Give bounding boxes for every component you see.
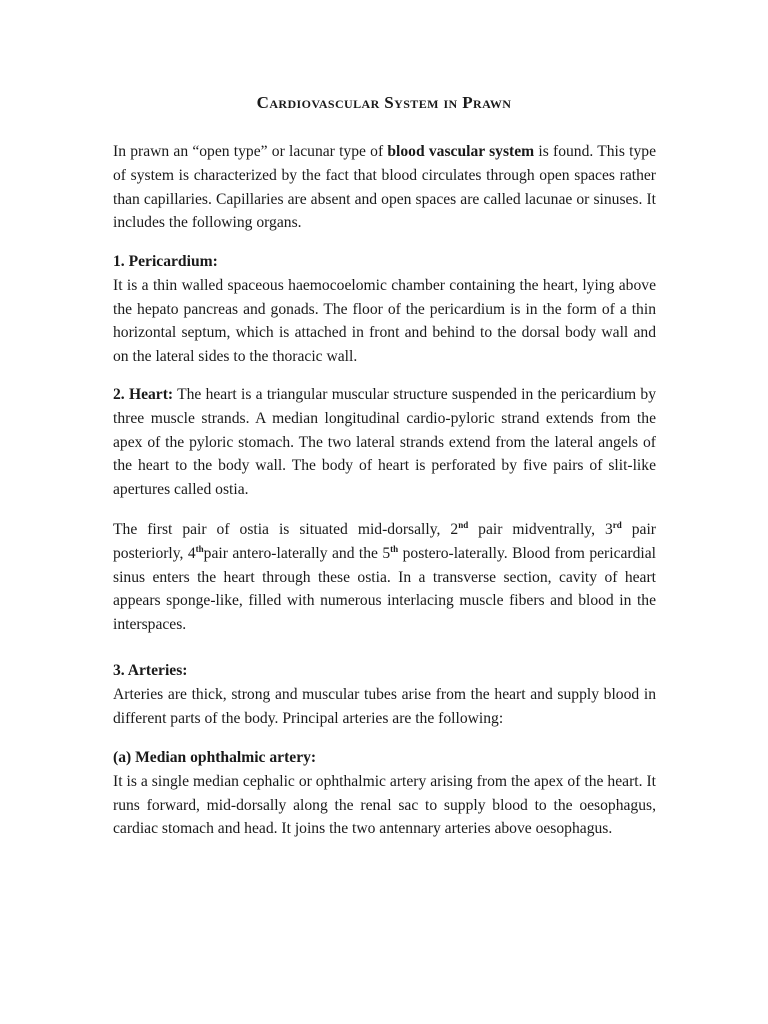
heart-section [113, 383, 656, 502]
page-title: Cardiovascular System in Prawn [256, 93, 512, 112]
arteries-text: Arteries are thick, strong and muscular tubes arise from the heart and supply blood in different parts of the body. Principal arteries are the following: [113, 685, 656, 727]
pericardium-heading: 1. Pericardium: [113, 253, 218, 270]
ophthalmic-text: It is a single median cephalic or ophthalmic artery arising from the apex of the heart. It runs forward, mid-dorsally along the renal sac to supply blood to the oesophagus, cardiac stomach and head. It joins the two antennary arteries above oesophagus. [113, 772, 656, 838]
intro-text-start: In prawn an “open type” or lacunar type of [113, 143, 388, 160]
intro-paragraph [113, 140, 656, 235]
heart-heading: 2. Heart: [113, 386, 174, 403]
pericardium-section [113, 250, 656, 369]
arteries-section [113, 659, 656, 730]
pericardium-text: It is a thin walled spaceous haemocoelomic chamber containing the heart, lying above the hepato pancreas and gonads. The floor of the pericardium is in the form of a thin horizontal septum, which is attached in front and behind to the dorsal body wall and on the lateral sides to the thoracic wall. [113, 276, 656, 366]
ostia-text-2: pair midventrally, 3 [468, 521, 613, 538]
ostia-sup-1: nd [458, 520, 469, 530]
ostia-sup-4: th [390, 543, 399, 554]
ophthalmic-section [113, 746, 656, 841]
intro-bold-term: blood vascular system [387, 143, 535, 160]
heart-text: The heart is a triangular muscular structure suspended in the pericardium by three muscle strands. A median longitudinal cardio-pyloric strand extends from the apex of the pyloric stomach. The two lateral strands extend from the lateral angels of the heart to the body wall. The body of heart is perforated by five pairs of slit-like apertures called ostia. [113, 386, 656, 499]
ostia-text-4: pair antero-laterally and the 5 [203, 544, 391, 562]
ophthalmic-heading: (a) Median ophthalmic artery: [113, 749, 317, 766]
intro-text-end: is found. This type of system is characterized by the fact that blood circulates through open spaces rather than capillaries. Capillaries are absent and open spaces are called lacunae or sinuses. It includes the following organs. [113, 143, 657, 232]
ostia-text-5: postero-laterally. Blood from pericardial sinus enters the heart through these ostia. In a transverse section, cavity of heart appears sponge-like, filled with numerous interlacing muscle fibers and blood in the interspaces. [113, 544, 656, 634]
ostia-paragraph [113, 518, 656, 637]
ostia-sup-2: rd [612, 520, 622, 530]
ostia-text-1: The first pair of ostia is situated mid-dorsally, 2 [113, 521, 459, 538]
ostia-sup-3: th [195, 543, 204, 554]
arteries-heading: 3. Arteries: [113, 662, 188, 679]
ostia-text-3: pair posteriorly, 4 [113, 521, 656, 562]
